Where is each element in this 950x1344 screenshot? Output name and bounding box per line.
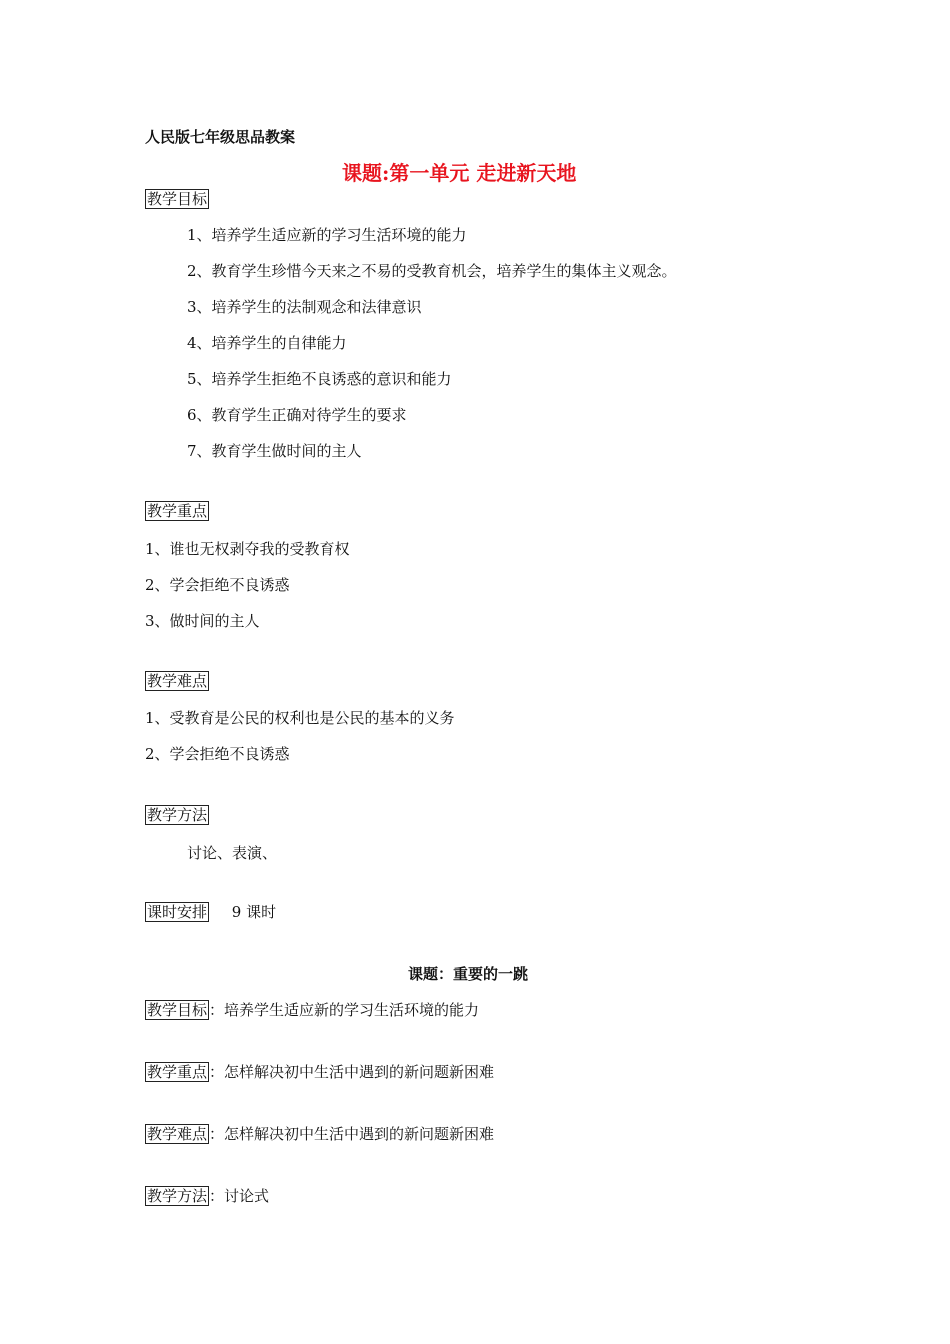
difficulties-heading-label: 教学难点 — [147, 672, 208, 690]
objectives-heading-label: 教学目标 — [147, 190, 208, 208]
objective-item: 7、教育学生做时间的主人 — [187, 442, 362, 460]
methods-text: 讨论、表演、 — [187, 844, 278, 862]
lesson-method-label: 教学方法 — [147, 1187, 208, 1205]
objective-item: 4、培养学生的自律能力 — [187, 334, 347, 352]
lesson-difficulty-label: 教学难点 — [147, 1125, 208, 1143]
methods-heading-label: 教学方法 — [147, 806, 208, 824]
lesson-key-point-row — [145, 1062, 494, 1082]
lesson-objective-text: ：培养学生适应新的学习生活环境的能力 — [209, 1001, 480, 1019]
key-point-item: 1、谁也无权剥夺我的受教育权 — [145, 540, 350, 558]
key-points-heading-label: 教学重点 — [147, 502, 208, 520]
objective-item: 1、培养学生适应新的学习生活环境的能力 — [187, 226, 467, 244]
lesson-key-point-label: 教学重点 — [147, 1063, 208, 1081]
difficulty-item: 2、学会拒绝不良诱惑 — [145, 745, 290, 763]
schedule-heading-label: 课时安排 — [147, 903, 208, 921]
lesson-key-point-text: ：怎样解决初中生活中遇到的新问题新困难 — [209, 1063, 495, 1081]
difficulty-item: 1、受教育是公民的权利也是公民的基本的义务 — [145, 709, 455, 727]
key-points-heading — [145, 501, 209, 521]
objective-item: 2、教育学生珍惜今天来之不易的受教育机会，培养学生的集体主义观念。 — [187, 262, 677, 280]
lesson-objective-label: 教学目标 — [147, 1001, 208, 1019]
objectives-heading — [145, 189, 209, 209]
lesson-title: 课题：重要的一跳 — [408, 965, 529, 983]
methods-heading — [145, 805, 209, 825]
objective-item: 6、教育学生正确对待学生的要求 — [187, 406, 407, 424]
schedule-row — [145, 902, 276, 922]
lesson-method-row — [145, 1186, 269, 1206]
difficulties-heading — [145, 671, 209, 691]
unit-title: 课题:第一单元 走进新天地 — [342, 161, 577, 185]
key-point-item: 2、学会拒绝不良诱惑 — [145, 576, 290, 594]
doc-title: 人民版七年级思品教案 — [145, 128, 296, 146]
schedule-text: 9 课时 — [231, 903, 277, 921]
lesson-difficulty-row — [145, 1124, 494, 1144]
objective-item: 3、培养学生的法制观念和法律意识 — [187, 298, 422, 316]
objective-item: 5、培养学生拒绝不良诱惑的意识和能力 — [187, 370, 452, 388]
lesson-objective-row — [145, 1000, 479, 1020]
key-point-item: 3、做时间的主人 — [145, 612, 260, 630]
lesson-method-text: ：讨论式 — [209, 1187, 270, 1205]
lesson-difficulty-text: ：怎样解决初中生活中遇到的新问题新困难 — [209, 1125, 495, 1143]
